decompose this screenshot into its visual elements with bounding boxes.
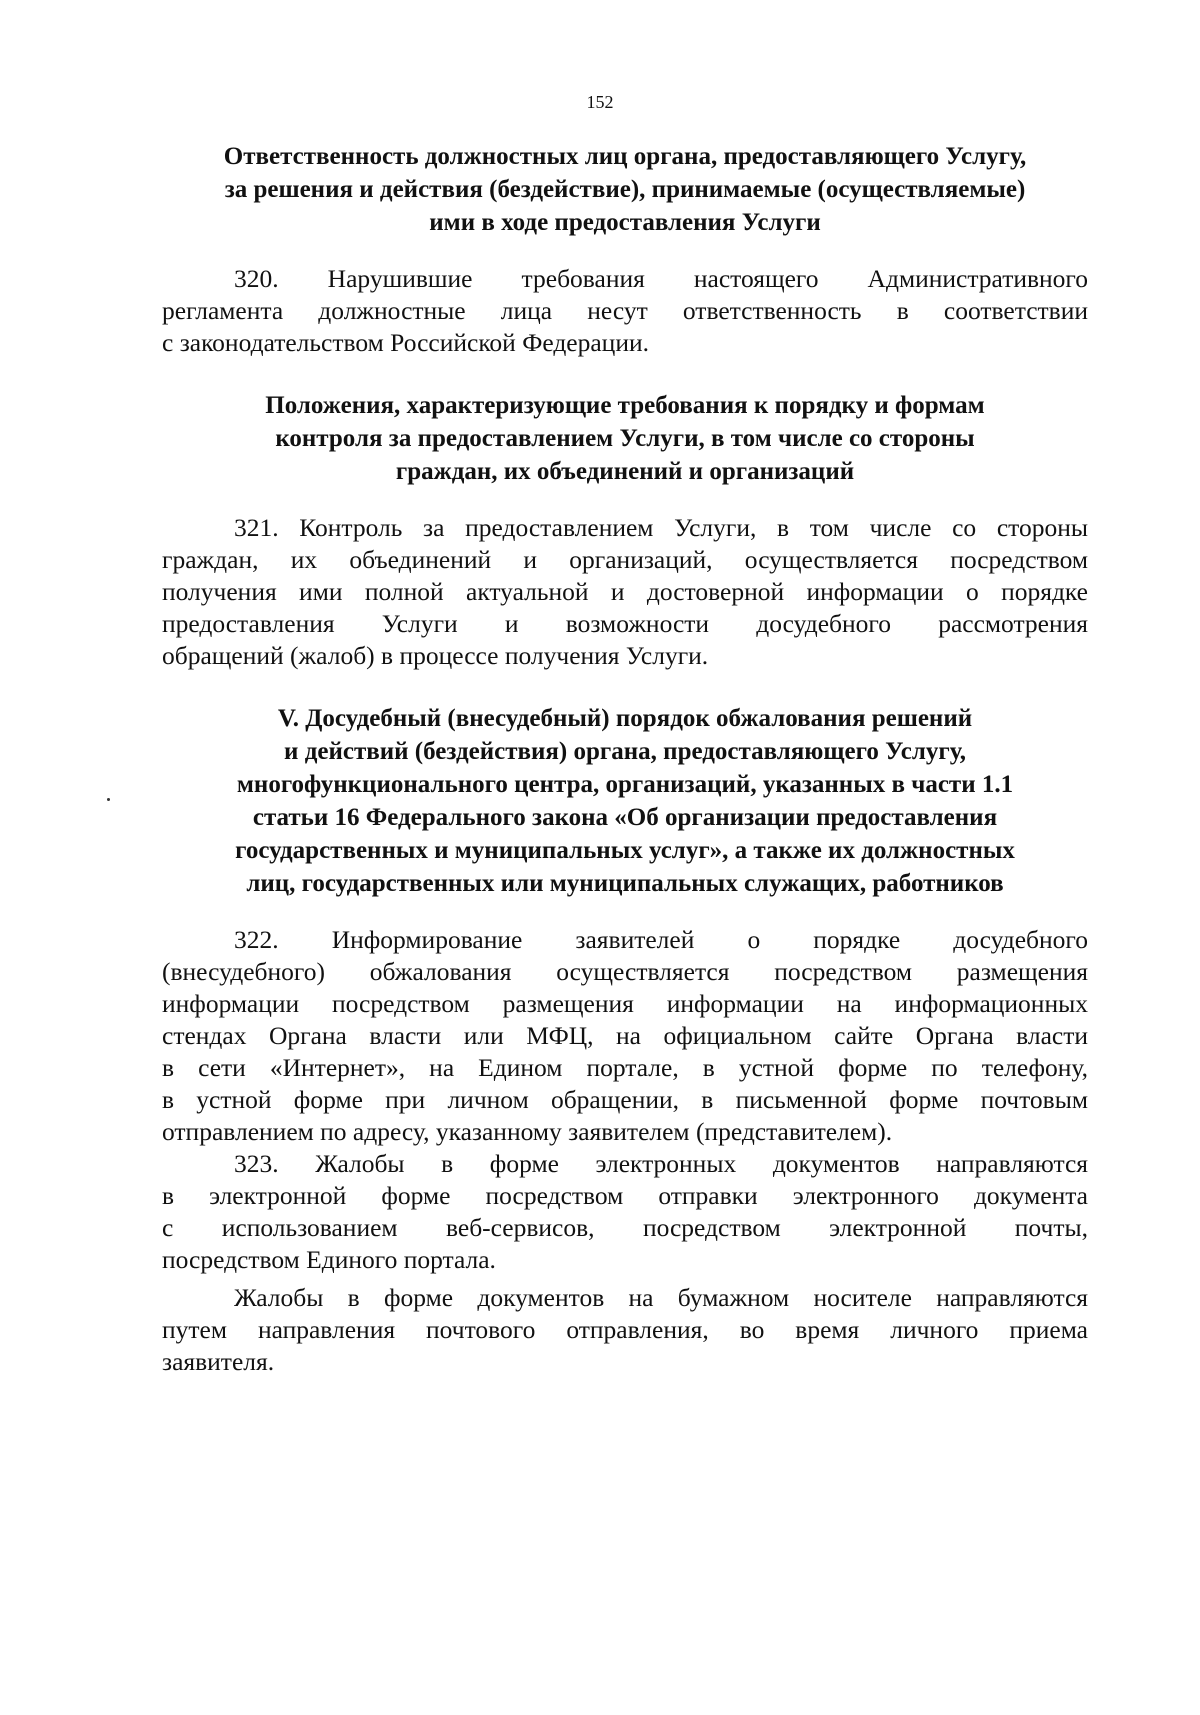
heading-line: V. Досудебный (внесудебный) порядок обжалования решений (277, 705, 973, 732)
paragraph-line: Жалобы в форме документов на бумажном носителе направляются (234, 1283, 1088, 1312)
heading-line: граждан, их объединений и организаций (395, 458, 855, 485)
heading-line: ими в ходе предоставления Услуги (429, 209, 821, 236)
paragraph-320 (162, 263, 1088, 359)
paragraph-line: 320. Нарушившие требования настоящего Административного (234, 264, 1088, 293)
paragraph-line: путем направления почтового отправления, во время личного приема (162, 1315, 1088, 1344)
heading-line: лиц, государственных или муниципальных служащих, работников (246, 870, 1004, 897)
heading-line: Ответственность должностных лиц органа, предоставляющего Услугу, (223, 143, 1027, 170)
paragraph-line: с законодательством Российской Федерации. (162, 328, 649, 357)
heading-line: за решения и действия (бездействие), принимаемые (осуществляемые) (224, 176, 1026, 203)
paragraph-321 (162, 512, 1088, 672)
paragraph-line: в электронной форме посредством отправки электронного документа (162, 1181, 1088, 1210)
paragraph-line: регламента должностные лица несут ответственность в соответствии (162, 296, 1088, 325)
paragraph-322 (162, 924, 1088, 1148)
paragraph-line: граждан, их объединений и организаций, осуществляется посредством (162, 545, 1088, 574)
paragraph-line: (внесудебного) обжалования осуществляется посредством размещения (162, 957, 1088, 986)
section-heading-control (162, 389, 1088, 488)
heading-line: государственных и муниципальных услуг», а также их должностных (235, 837, 1015, 864)
paragraph-line: в сети «Интернет», на Едином портале, в устной форме по телефону, (162, 1053, 1088, 1082)
paragraph-line: стендах Органа власти или МФЦ, на официальном сайте Органа власти (162, 1021, 1088, 1050)
paragraph-paper-complaints (162, 1282, 1088, 1378)
paragraph-line: отправлением по адресу, указанному заявителем (представителем). (162, 1117, 893, 1146)
document-body (162, 140, 1088, 1378)
paragraph-line: посредством Единого портала. (162, 1245, 496, 1274)
paragraph-line: предоставления Услуги и возможности досудебного рассмотрения (162, 609, 1088, 638)
page-number: 152 (586, 92, 614, 112)
scan-speck (107, 798, 110, 801)
paragraph-line: обращений (жалоб) в процессе получения Услуги. (162, 641, 709, 670)
section-heading-appeal-procedure (162, 702, 1088, 900)
heading-line: многофункционального центра, организаций, указанных в части 1.1 (236, 771, 1014, 798)
heading-line: статьи 16 Федерального закона «Об организации предоставления (252, 804, 998, 831)
paragraph-line: 321. Контроль за предоставлением Услуги, в том числе со стороны (234, 513, 1088, 542)
heading-line: Положения, характеризующие требования к порядку и формам (265, 392, 985, 419)
paragraph-line: с использованием веб-сервисов, посредством электронной почты, (162, 1213, 1088, 1242)
paragraph-line: 322. Информирование заявителей о порядке досудебного (234, 925, 1088, 954)
section-heading-responsibility (162, 140, 1088, 239)
heading-line: контроля за предоставлением Услуги, в том числе со стороны (275, 425, 975, 452)
paragraph-line: получения ими полной актуальной и достоверной информации о порядке (162, 577, 1088, 606)
paragraph-line: 323. Жалобы в форме электронных документов направляются (234, 1149, 1088, 1178)
paragraph-line: информации посредством размещения информации на информационных (162, 989, 1088, 1018)
paragraph-line: в устной форме при личном обращении, в письменной форме почтовым (162, 1085, 1088, 1114)
paragraph-line: заявителя. (162, 1347, 275, 1376)
paragraph-323 (162, 1148, 1088, 1276)
heading-line: и действий (бездействия) органа, предоставляющего Услугу, (284, 738, 966, 765)
